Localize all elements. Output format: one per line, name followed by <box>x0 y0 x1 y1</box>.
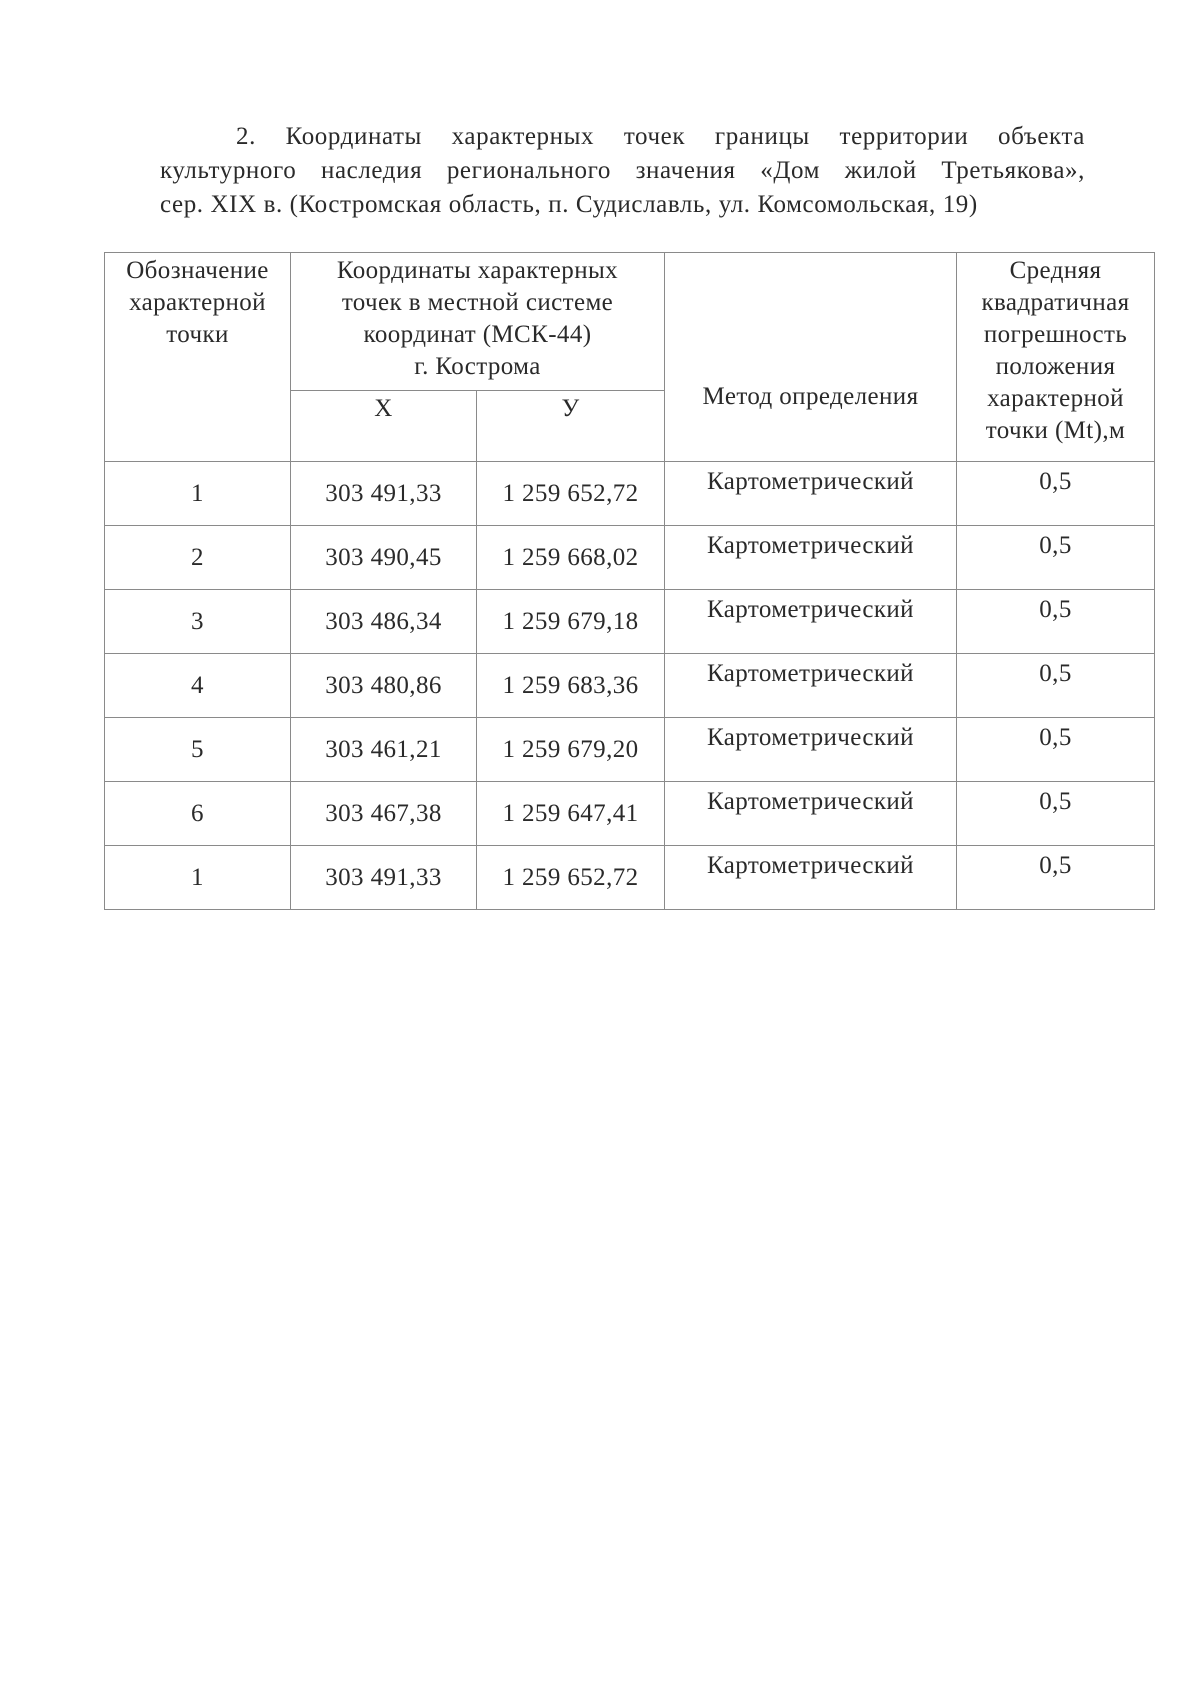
cell-y: 1 259 668,02 <box>477 526 665 590</box>
cell-y: 1 259 683,36 <box>477 654 665 718</box>
table-row <box>105 526 1155 590</box>
cell-x: 303 490,45 <box>291 526 477 590</box>
cell-y: 1 259 652,72 <box>477 846 665 910</box>
heading-line-1: 2. Координаты характерных точек границы территории объекта <box>236 123 1085 150</box>
cell-point: 1 <box>105 462 291 526</box>
header-point: Обозначение характерной точки <box>105 253 291 462</box>
coordinates-table <box>104 252 1155 910</box>
cell-x: 303 480,86 <box>291 654 477 718</box>
table-row <box>105 654 1155 718</box>
table-row <box>105 846 1155 910</box>
cell-y: 1 259 647,41 <box>477 782 665 846</box>
cell-method: Картометрический <box>665 718 957 782</box>
cell-x: 303 486,34 <box>291 590 477 654</box>
cell-x: 303 491,33 <box>291 846 477 910</box>
table-header-row <box>105 253 1155 391</box>
table-row <box>105 462 1155 526</box>
cell-point: 4 <box>105 654 291 718</box>
cell-error: 0,5 <box>957 782 1155 846</box>
cell-y: 1 259 679,20 <box>477 718 665 782</box>
cell-x: 303 461,21 <box>291 718 477 782</box>
cell-method: Картометрический <box>665 462 957 526</box>
cell-error: 0,5 <box>957 654 1155 718</box>
cell-error: 0,5 <box>957 718 1155 782</box>
cell-point: 1 <box>105 846 291 910</box>
table-row <box>105 590 1155 654</box>
cell-method: Картометрический <box>665 782 957 846</box>
header-coordinates: Координаты характерных точек в местной системе координат (МСК-44) г. Кострома <box>291 253 665 391</box>
table-row <box>105 782 1155 846</box>
header-y: У <box>477 391 665 462</box>
cell-point: 3 <box>105 590 291 654</box>
cell-y: 1 259 652,72 <box>477 462 665 526</box>
cell-x: 303 491,33 <box>291 462 477 526</box>
cell-error: 0,5 <box>957 590 1155 654</box>
header-error: Средняя квадратичная погрешность положения характерной точки (Mt),м <box>957 253 1155 462</box>
cell-point: 2 <box>105 526 291 590</box>
cell-method: Картометрический <box>665 590 957 654</box>
cell-method: Картометрический <box>665 846 957 910</box>
cell-error: 0,5 <box>957 846 1155 910</box>
document-heading <box>160 120 1085 222</box>
header-method: Метод определения <box>665 253 957 462</box>
cell-method: Картометрический <box>665 654 957 718</box>
cell-error: 0,5 <box>957 462 1155 526</box>
header-x: Х <box>291 391 477 462</box>
heading-line-2: культурного наследия регионального значения «Дом жилой Третьякова», <box>160 157 1085 184</box>
cell-error: 0,5 <box>957 526 1155 590</box>
cell-y: 1 259 679,18 <box>477 590 665 654</box>
cell-point: 5 <box>105 718 291 782</box>
table-row <box>105 718 1155 782</box>
cell-x: 303 467,38 <box>291 782 477 846</box>
cell-method: Картометрический <box>665 526 957 590</box>
cell-point: 6 <box>105 782 291 846</box>
heading-line-3: сер. XIX в. (Костромская область, п. Судиславль, ул. Комсомольская, 19) <box>160 191 978 218</box>
